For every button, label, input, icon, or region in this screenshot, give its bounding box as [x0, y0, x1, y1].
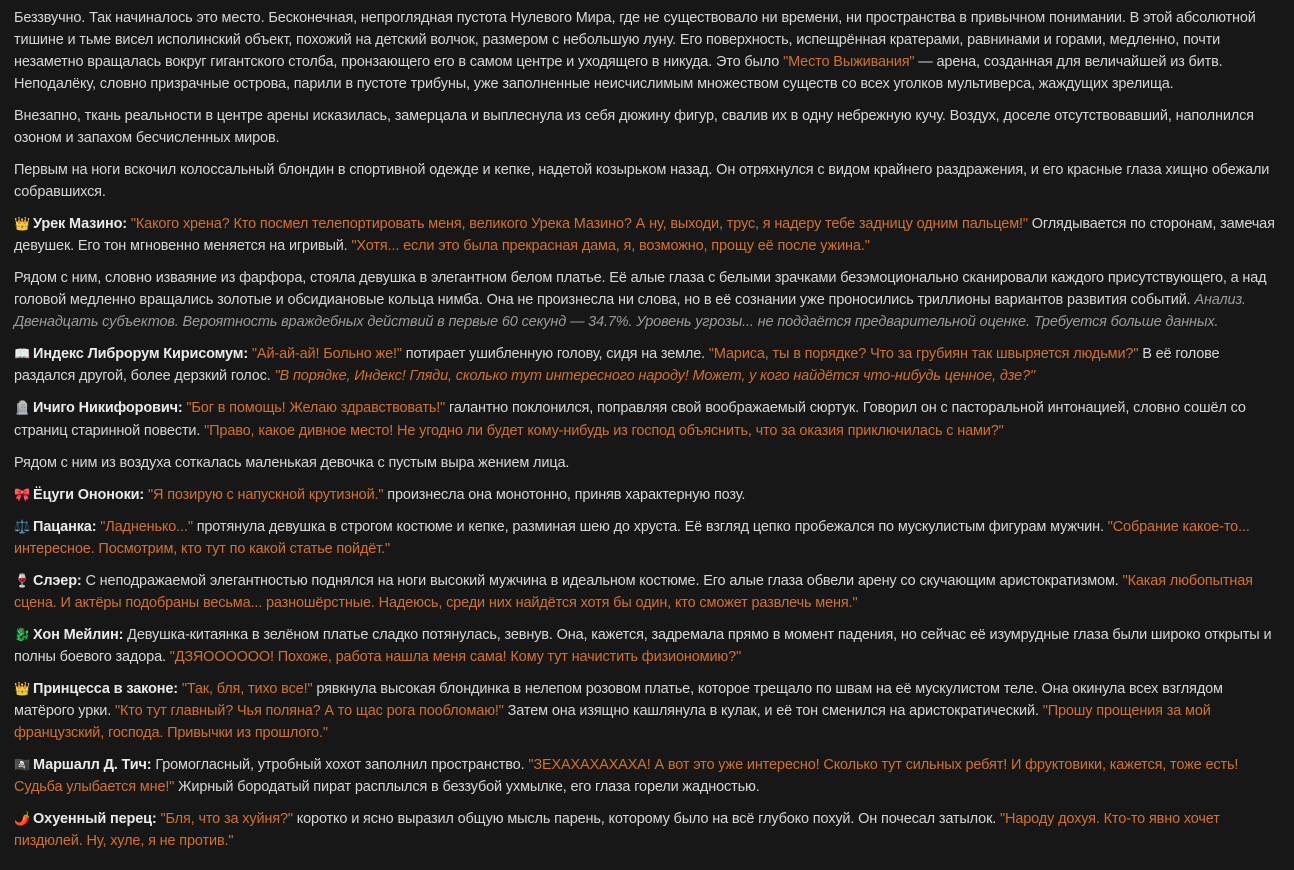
- character-name: Пацанка:: [33, 518, 97, 535]
- text-segment: "Бля, что за хуйня?": [156, 810, 293, 827]
- text-segment: Жирный бородатый пират расплылся в беззубой ухмылке, его глаза горели жадностью.: [174, 778, 760, 795]
- paragraph: [14, 343, 1280, 387]
- text-segment: произнесла она монотонно, приняв характерную позу.: [383, 486, 746, 503]
- character-name: Маршалл Д. Тич:: [33, 756, 152, 773]
- character-name: Индекс Либрорум Кирисомум:: [33, 346, 249, 363]
- paragraph: [14, 484, 1280, 506]
- text-segment: коротко и ясно выразил общую мысль парень, которому было на всё глубоко похуй. Он почесал затылок.: [292, 810, 1001, 827]
- text-segment: Беззвучно. Так начиналось это место. Бесконечная, непроглядная пустота Нулевого Мира, где не существовало ни времени, ни пространства в привычном понимании. В этой абсолютной тишине и тьме висел исполинский объект, похожий на детский волчок, размером с небольшую луну. Его поверхность, испещрённая кратерами, равнинами и горами, медленно, почти незаметно вращалась вокруг гигантского столба, пронзающего его в самом центре и уходящего в никуда. Это было: [14, 10, 1256, 71]
- paragraph: [14, 570, 1280, 614]
- headstone-icon: 🪦: [14, 400, 31, 416]
- text-segment: "ДЗЯОООООО! Похоже, работа нашла меня сама! Кому тут начистить физиономию?": [169, 648, 742, 665]
- crown-icon: 👑: [14, 680, 31, 696]
- text-segment: Рядом с ним, словно изваяние из фарфора, стояла девушка в элегантном белом платье. Её алые глаза с белыми зрачками безэмоционально сканировали каждого присутствующего, а над головой медленно вращались золотые и обсидиановые кольца нимба. Она не произнесла ни слова, но в её сознании уже проносились триллионы вариантов развития событий.: [14, 270, 1267, 309]
- character-name: Урек Мазино:: [33, 216, 127, 233]
- paragraph: [14, 159, 1280, 203]
- paragraph: [14, 7, 1280, 95]
- text-segment: Затем она изящно кашлянула в кулак, и её тон сменился на аристократический.: [503, 702, 1043, 719]
- text-segment: "Мариса, ты в порядке? Что за грубиян так швыряется людьми?": [708, 346, 1139, 363]
- text-segment: Рядом с ним из воздуха соткалась маленькая девочка с пустым выра жением лица.: [14, 454, 570, 471]
- character-name: Ичиго Никифорович:: [33, 400, 183, 417]
- scales-icon: ⚖️: [14, 518, 31, 534]
- text-segment: "Какого хрена? Кто посмел телепортировать меня, великого Урека Мазино? А ну, выходи, трус, я надеру тебе задницу одним пальцем!": [126, 216, 1028, 233]
- text-segment: потирает ушибленную голову, сидя на земле.: [401, 346, 709, 363]
- character-name: Принцесса в законе:: [33, 680, 178, 697]
- text-segment: "Какая любопытная сцена. И актёры подобраны весьма... разношёрстные. Надеюсь, среди них найдётся хотя бы один, кто сможет развлечь меня.": [14, 572, 1253, 611]
- chili-pepper-icon: 🌶️: [14, 810, 31, 826]
- character-name: Ёцуги Ононоки:: [33, 486, 145, 503]
- text-segment: "Право, какое дивное место! Не угодно ли будет кому-нибудь из господ объяснить, что за оказия приключилась с нами?": [204, 422, 1004, 439]
- text-segment: "Собрание какое-то... интересное. Посмотрим, кто тут по какой статье пойдёт.": [14, 518, 1250, 557]
- text-segment: "Кто тут главный? Чья поляна? А то щас рога пообломаю!": [115, 702, 504, 719]
- paragraph: [14, 624, 1280, 668]
- text-segment: "Прошу прощения за мой французский, господа. Привычки из прошлого.": [14, 702, 1211, 741]
- text-segment: Оглядывается по сторонам, замечая девушек. Его тон мгновенно меняется на игривый.: [14, 216, 1275, 255]
- text-segment: Внезапно, ткань реальности в центре арены исказилась, замерцала и выплеснула из себя дюжину фигур, свалив их в одну небрежную кучу. Воздух, доселе отсутствовавший, наполнился озоном и запахом бесчисленных миров.: [14, 108, 1254, 147]
- paragraph: [14, 808, 1280, 852]
- text-segment: С неподражаемой элегантностью поднялся на ноги высокий мужчина в идеальном костюме. Его алые глаза обвели арену со скучающим аристократизмом.: [81, 572, 1123, 589]
- paragraph: [14, 267, 1280, 333]
- text-segment: Девушка-китаянка в зелёном платье сладко потянулась, зевнув. Она, кажется, задремала прямо в момент падения, но сейчас её изумрудные глаза были широко открыты и полны боевого задора.: [14, 626, 1272, 665]
- paragraph: [14, 678, 1280, 744]
- text-segment: "Я позирую с напускной крутизной.": [144, 486, 384, 503]
- text-segment: — арена, созданная для величайшей из битв. Неподалёку, словно призрачные острова, парили в пустоте трибуны, уже заполненные неисчислимым множеством существ со всех уголков мультиверса, жаждущих зрелища.: [14, 54, 1223, 93]
- text-segment: "Так, бля, тихо все!": [177, 680, 313, 697]
- text-segment: "Место Выживания": [783, 54, 915, 71]
- text-segment: Первым на ноги вскочил колоссальный блондин в спортивной одежде и кепке, надетой козырьком назад. Он отряхнулся с видом крайнего раздражения, и его красные глаза хищно обежали собравшихся.: [14, 162, 1270, 201]
- text-segment: "Ладненько...": [96, 518, 193, 535]
- character-name: Хон Мейлин:: [33, 626, 124, 643]
- open-book-icon: 📖: [14, 346, 31, 362]
- character-name: Слэер:: [33, 572, 82, 589]
- text-segment: "ЗЕХАХАХАХАХА! А вот это уже интересно! Сколько тут сильных ребят! И фруктовики, кажется, тоже есть! Судьба улыбается мне!": [14, 756, 1239, 795]
- crown-icon: 👑: [14, 216, 31, 232]
- paragraph: [14, 397, 1280, 441]
- text-segment: Громогласный, утробный хохот заполнил пространство.: [151, 756, 529, 773]
- paragraph: [14, 105, 1280, 149]
- ribbon-icon: 🎀: [14, 486, 31, 502]
- paragraph: [14, 754, 1280, 798]
- text-segment: галантно поклонился, поправляя свой воображаемый сюртук. Говорил он с пасторальной интонацией, словно сошёл со страниц старинной повести.: [14, 400, 1246, 439]
- text-segment: В её голове раздался другой, более дерзкий голос.: [14, 346, 1220, 385]
- text-segment: "Народу дохуя. Кто-то явно хочет пиздюлей. Ну, хуле, я не против.": [14, 810, 1220, 849]
- text-segment: "В порядке, Индекс! Гляди, сколько тут интересного народу! Может, у кого найдётся что-нибудь ценное, дзе?": [274, 368, 1036, 385]
- text-segment: "Хотя... если это была прекрасная дама, я, возможно, прощу её после ужина.": [351, 238, 870, 255]
- text-segment: "Ай-ай-ай! Больно же!": [248, 346, 402, 363]
- text-segment: рявкнула высокая блондинка в нелепом розовом платье, которое трещало по швам на её мускулистом теле. Она окинула всех взглядом матёрого урки.: [14, 680, 1223, 719]
- paragraph: [14, 516, 1280, 560]
- pirate-flag-icon: 🏴‍☠️: [14, 756, 31, 772]
- paragraph: [14, 452, 1280, 474]
- wine-glass-icon: 🍷: [14, 572, 31, 588]
- text-segment: протянула девушка в строгом костюме и кепке, разминая шею до хруста. Её взгляд цепко пробежался по мускулистым фигурам мужчин.: [192, 518, 1108, 535]
- character-name: Охуенный перец:: [33, 810, 157, 827]
- text-segment: Анализ. Двенадцать субъектов. Вероятность враждебных действий в первые 60 секунд — 34.7%. Уровень угрозы... не поддаётся предварительной оценке. Требуется больше данных.: [14, 292, 1246, 331]
- paragraph: [14, 213, 1280, 257]
- text-segment: "Бог в помощь! Желаю здравствовать!": [182, 400, 446, 417]
- dragon-icon: 🐉: [14, 626, 31, 642]
